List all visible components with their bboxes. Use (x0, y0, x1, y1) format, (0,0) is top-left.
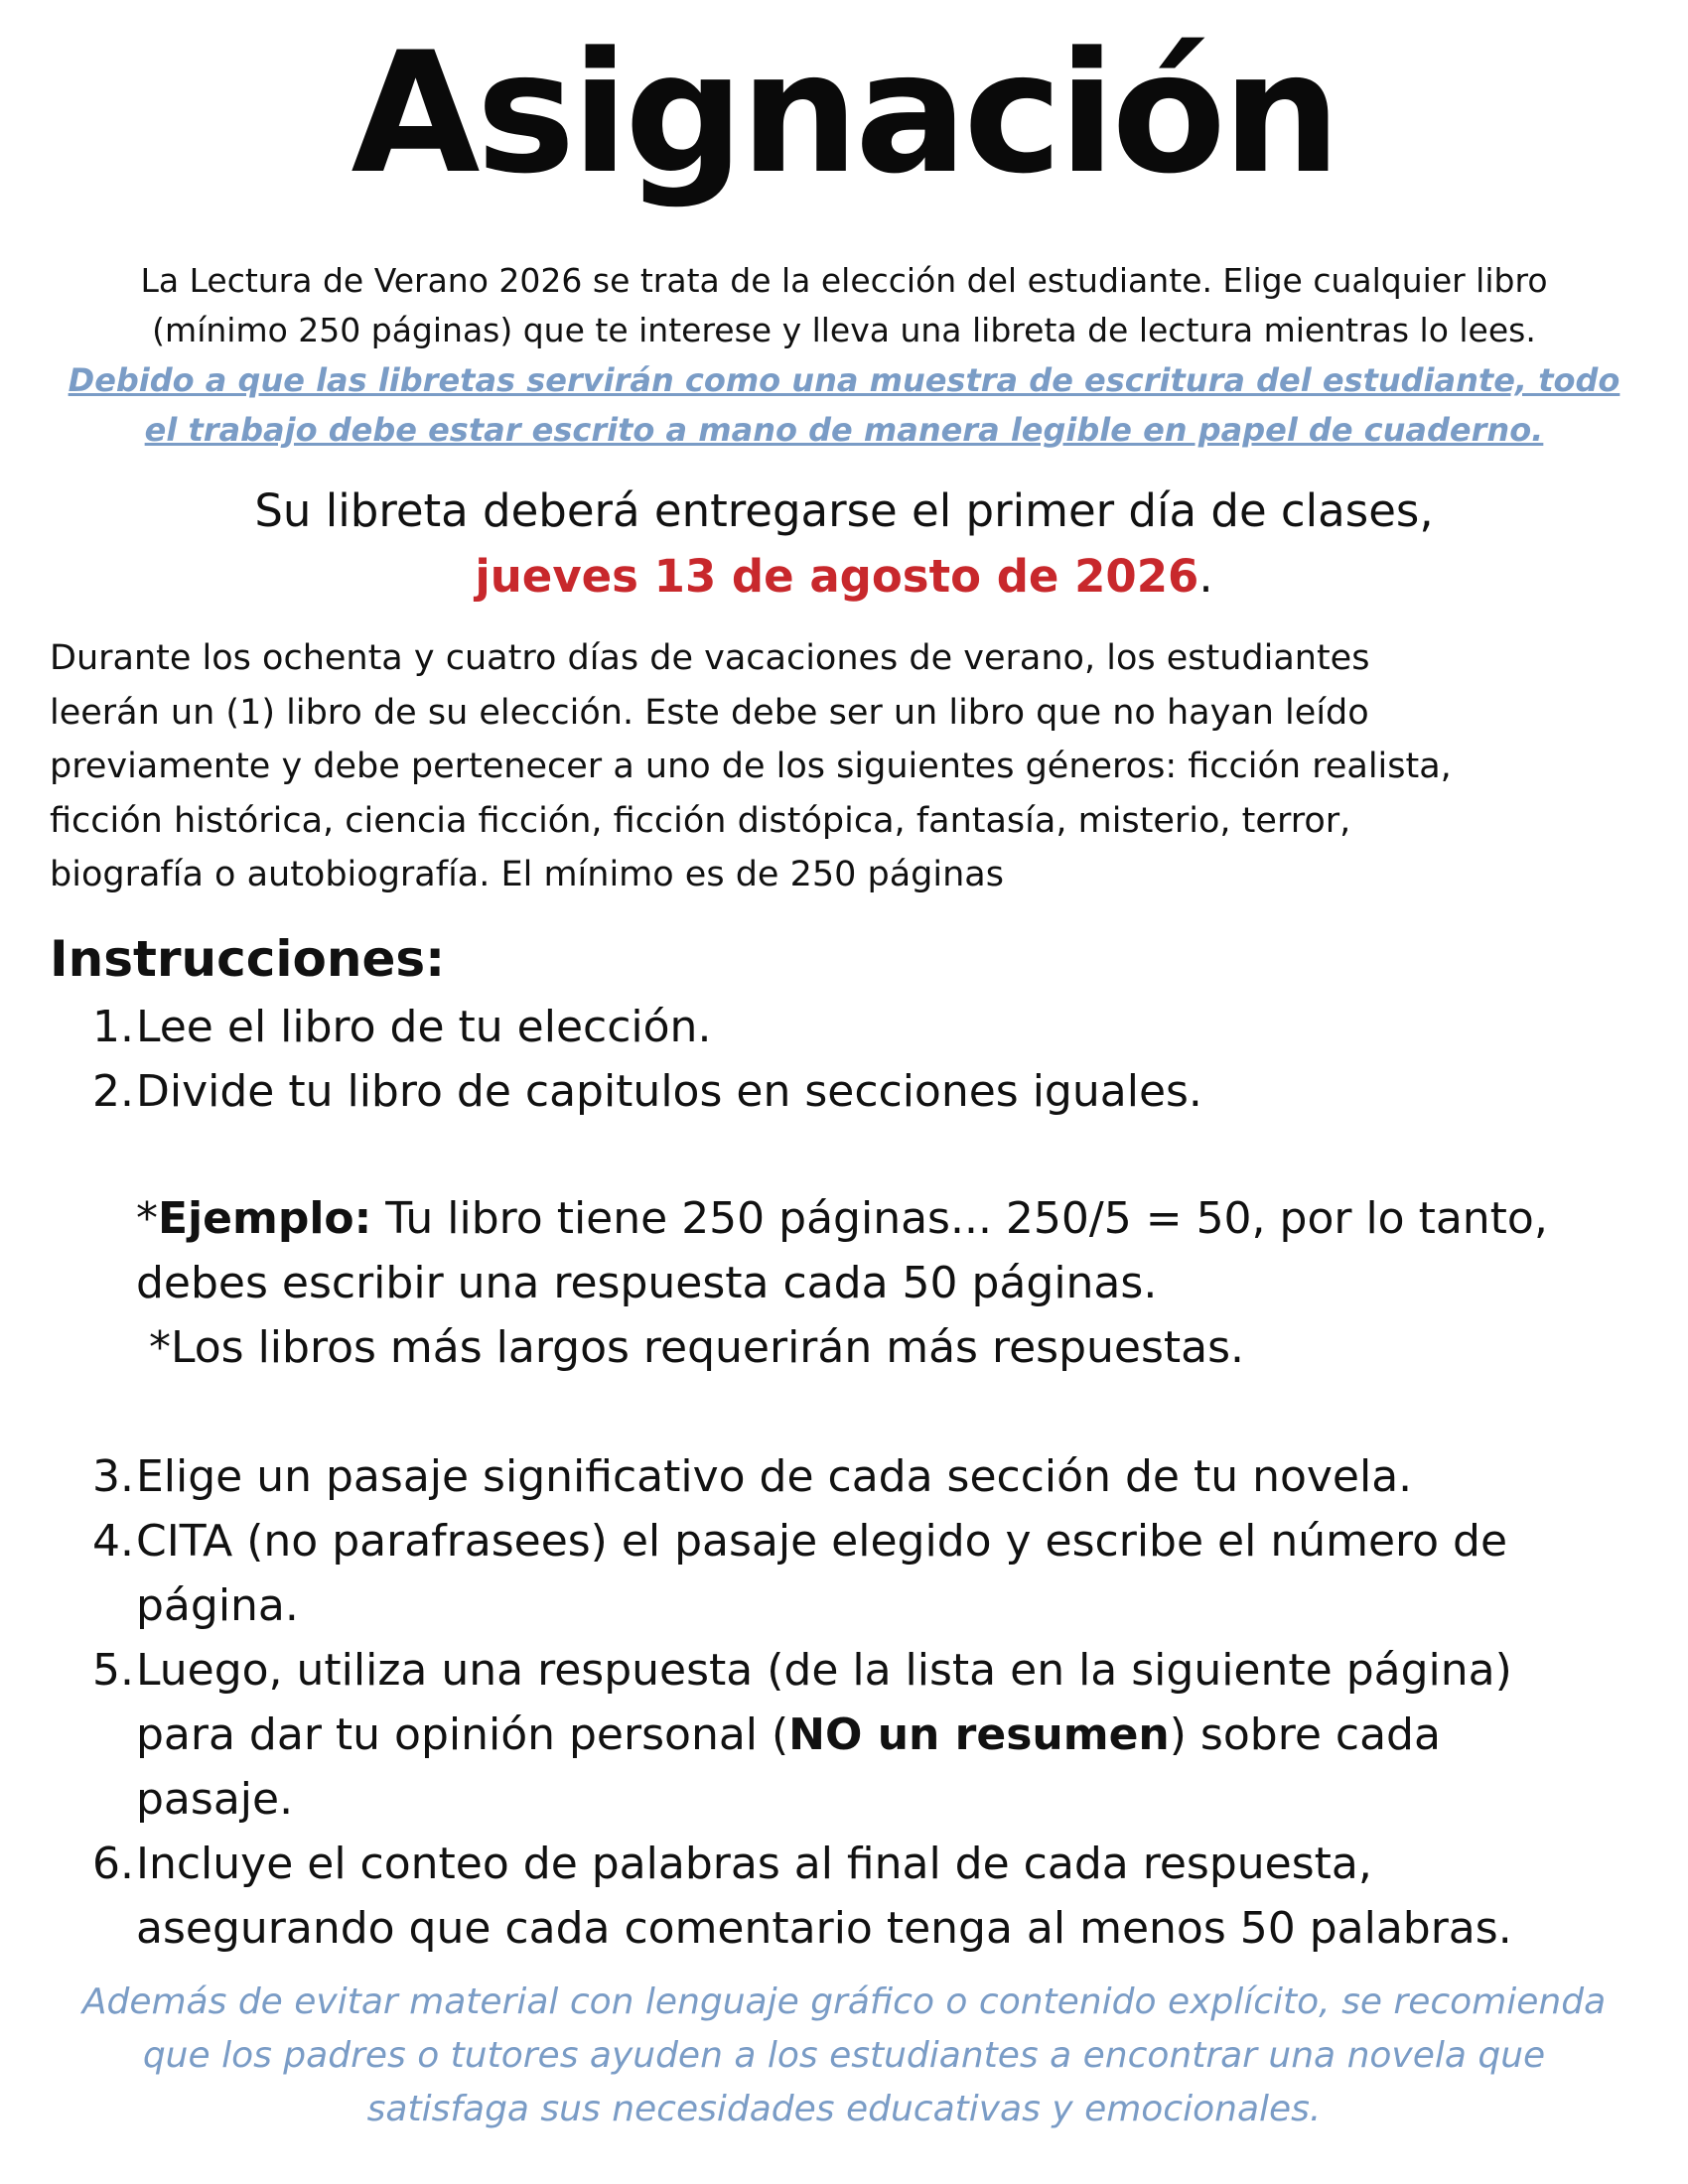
handwriting-note (40, 355, 1648, 455)
example-text: Tu libro tiene 250 páginas... 250/5 = 50, por lo tanto, (371, 1193, 1548, 1244)
step-number: 4. (92, 1516, 134, 1567)
intro-line: (mínimo 250 páginas) que te interese y lleva una libreta de lectura mientras lo lees. (152, 311, 1536, 349)
step-number: 6. (92, 1839, 134, 1889)
intro-line: La Lectura de Verano 2026 se trata de la elección del estudiante. Elige cualquier libro (140, 261, 1548, 300)
step-text (136, 1832, 1665, 1961)
step-text: Divide tu libro de capitulos en secciones iguales. (136, 1066, 1202, 1117)
due-line: Su libreta deberá entregarse el primer día de clases, (254, 484, 1434, 537)
footer-line: Además de evitar material con lenguaje gráfico o contenido explícito, se recomienda (81, 1981, 1607, 2022)
due-date-section (0, 478, 1688, 610)
due-date-line (0, 544, 1688, 610)
step-text: Lee el libro de tu elección. (136, 1002, 712, 1052)
example-note: *Los libros más largos requerirán más respuestas. (149, 1322, 1245, 1373)
step-text-part: para dar tu opinión personal ( (136, 1709, 789, 1760)
step-text-line: página. (136, 1580, 299, 1631)
due-date-period: . (1198, 550, 1213, 603)
handwriting-note-line: el trabajo debe estar escrito a mano de manera legible en papel de cuaderno. (144, 411, 1544, 449)
description-line: previamente y debe pertenecer a uno de los siguientes géneros: ficción realista, (50, 747, 1452, 786)
step-text-line: asegurando que cada comentario tenga al menos 50 palabras. (136, 1903, 1512, 1954)
step-text (136, 1509, 1665, 1638)
no-summary-emphasis: NO un resumen (788, 1709, 1170, 1760)
footer-line: que los padres o tutores ayuden a los estudiantes a encontrar una novela que (142, 2035, 1546, 2076)
step-text-line: Luego, utiliza una respuesta (de la lista en la siguiente página) (136, 1645, 1512, 1696)
example-line: debes escribir una respuesta cada 50 páginas. (136, 1258, 1158, 1308)
intro-paragraph (50, 256, 1638, 355)
footer-line: satisfaga sus necesidades educativas y emocionales. (366, 2089, 1322, 2129)
footer-note (40, 1976, 1648, 2136)
description-line: biografía o autobiografía. El mínimo es de 250 páginas (50, 855, 1004, 894)
due-date: jueves 13 de agosto de 2026 (475, 550, 1199, 603)
step-number: 5. (92, 1645, 134, 1696)
instructions-heading: Instrucciones: (50, 930, 446, 988)
step-text: Elige un pasaje significativo de cada sección de tu novela. (136, 1451, 1413, 1502)
step-text-line (136, 1703, 1665, 1767)
description-line: leerán un (1) libro de su elección. Este debe ser un libro que no hayan leído (50, 692, 1369, 733)
description-line: Durante los ochenta y cuatro días de vacaciones de verano, los estudiantes (50, 638, 1370, 678)
step-text-line: Incluye el conteo de palabras al final de cada respuesta, (136, 1839, 1372, 1889)
description-line: ficción histórica, ciencia ficción, ficción distópica, fantasía, misterio, terror, (50, 800, 1351, 841)
example-line (136, 1186, 1645, 1251)
example-block (136, 1186, 1645, 1315)
example-label: Ejemplo: (158, 1193, 372, 1244)
step-text-line: CITA (no parafrasees) el pasaje elegido y escribe el número de (136, 1516, 1508, 1567)
step-text (136, 1638, 1665, 1832)
step-number: 1. (92, 1002, 134, 1052)
page-title: Asignación (351, 16, 1337, 210)
step-text-part: ) sobre cada (1169, 1709, 1441, 1760)
step-text-line: pasaje. (136, 1774, 294, 1825)
example-star: * (136, 1193, 158, 1244)
step-number: 2. (92, 1066, 134, 1117)
handwriting-note-line: Debido a que las libretas servirán como una muestra de escritura del estudiante, todo (68, 361, 1620, 399)
description-paragraph (50, 631, 1658, 902)
step-number: 3. (92, 1451, 134, 1502)
